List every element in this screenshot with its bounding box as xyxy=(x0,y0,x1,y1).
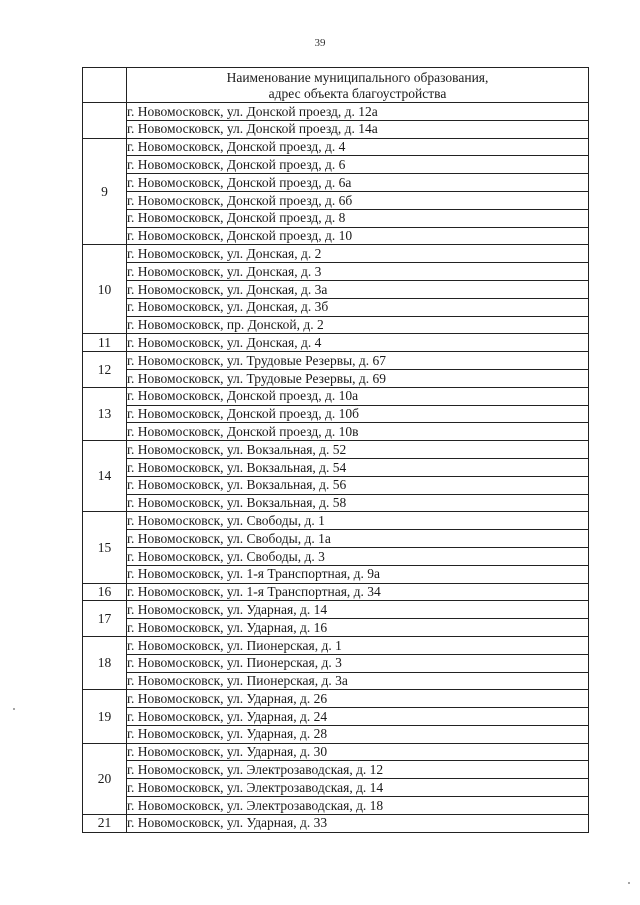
address-cell: г. Новомосковск, ул. Свободы, д. 1 xyxy=(127,512,589,530)
table-row xyxy=(83,565,589,583)
table-row xyxy=(83,103,589,121)
address-cell: г. Новомосковск, Донской проезд, д. 10в xyxy=(127,423,589,441)
table-row xyxy=(83,583,589,601)
group-number-cell: 17 xyxy=(83,601,127,637)
table-row xyxy=(83,209,589,227)
group-number-cell: 20 xyxy=(83,743,127,814)
scan-speck xyxy=(13,708,15,710)
address-cell: г. Новомосковск, ул. Пионерская, д. 3а xyxy=(127,672,589,690)
group-number-cell: 9 xyxy=(83,138,127,245)
table-row xyxy=(83,280,589,298)
table-row xyxy=(83,779,589,797)
address-cell: г. Новомосковск, ул. Ударная, д. 33 xyxy=(127,814,589,832)
address-cell: г. Новомосковск, ул. 1-я Транспортная, д. 9а xyxy=(127,565,589,583)
address-cell: г. Новомосковск, ул. Ударная, д. 24 xyxy=(127,708,589,726)
address-cell: г. Новомосковск, Донской проезд, д. 6 xyxy=(127,156,589,174)
address-cell: г. Новомосковск, Донской проезд, д. 6а xyxy=(127,174,589,192)
header-number-cell xyxy=(83,68,127,103)
table-row xyxy=(83,316,589,334)
table-row xyxy=(83,619,589,637)
header-row xyxy=(83,68,589,103)
address-cell: г. Новомосковск, ул. Ударная, д. 26 xyxy=(127,690,589,708)
address-cell: г. Новомосковск, ул. Донская, д. 3б xyxy=(127,298,589,316)
address-cell: г. Новомосковск, ул. Донской проезд, д. 14а xyxy=(127,120,589,138)
address-cell: г. Новомосковск, ул. Ударная, д. 14 xyxy=(127,601,589,619)
address-cell: г. Новомосковск, ул. Вокзальная, д. 52 xyxy=(127,441,589,459)
table-row xyxy=(83,120,589,138)
table-row xyxy=(83,156,589,174)
group-number-cell: 10 xyxy=(83,245,127,334)
page-number: 39 xyxy=(314,37,326,49)
table-row xyxy=(83,352,589,370)
table-row xyxy=(83,761,589,779)
table-row xyxy=(83,547,589,565)
address-cell: г. Новомосковск, ул. Донская, д. 4 xyxy=(127,334,589,352)
address-cell: г. Новомосковск, ул. Электрозаводская, д. 18 xyxy=(127,797,589,815)
table-row xyxy=(83,601,589,619)
group-number-cell: 18 xyxy=(83,636,127,689)
table-row xyxy=(83,743,589,761)
table-row xyxy=(83,476,589,494)
table-row xyxy=(83,814,589,832)
table-row xyxy=(83,263,589,281)
address-cell: г. Новомосковск, Донской проезд, д. 10 xyxy=(127,227,589,245)
table-row xyxy=(83,334,589,352)
address-cell: г. Новомосковск, ул. Трудовые Резервы, д. 67 xyxy=(127,352,589,370)
address-cell: г. Новомосковск, ул. Донская, д. 3 xyxy=(127,263,589,281)
address-table xyxy=(82,67,589,833)
address-cell: г. Новомосковск, ул. Донская, д. 2 xyxy=(127,245,589,263)
group-number-cell: 15 xyxy=(83,512,127,583)
address-cell: г. Новомосковск, ул. Донской проезд, д. 12а xyxy=(127,103,589,121)
address-cell: г. Новомосковск, ул. Ударная, д. 16 xyxy=(127,619,589,637)
table-row xyxy=(83,369,589,387)
table-row xyxy=(83,725,589,743)
group-number-cell: 12 xyxy=(83,352,127,388)
group-number-cell: 16 xyxy=(83,583,127,601)
table-row xyxy=(83,690,589,708)
group-number-cell: 21 xyxy=(83,814,127,832)
header-title-cell xyxy=(127,68,589,103)
table-body xyxy=(83,103,589,833)
table-row xyxy=(83,494,589,512)
table-row xyxy=(83,405,589,423)
scan-speck xyxy=(628,882,630,884)
table-row xyxy=(83,708,589,726)
address-cell: г. Новомосковск, Донской проезд, д. 8 xyxy=(127,209,589,227)
table-row xyxy=(83,797,589,815)
address-cell: г. Новомосковск, ул. Ударная, д. 30 xyxy=(127,743,589,761)
table-row xyxy=(83,636,589,654)
table-row xyxy=(83,138,589,156)
address-cell: г. Новомосковск, ул. Свободы, д. 3 xyxy=(127,547,589,565)
table-header xyxy=(83,68,589,103)
address-cell: г. Новомосковск, ул. Пионерская, д. 1 xyxy=(127,636,589,654)
address-cell: г. Новомосковск, ул. Донская, д. 3а xyxy=(127,280,589,298)
table-row xyxy=(83,387,589,405)
address-cell: г. Новомосковск, ул. Электрозаводская, д. 12 xyxy=(127,761,589,779)
table-row xyxy=(83,441,589,459)
table-row xyxy=(83,298,589,316)
group-number-cell: 19 xyxy=(83,690,127,743)
address-cell: г. Новомосковск, пр. Донской, д. 2 xyxy=(127,316,589,334)
address-cell: г. Новомосковск, Донской проезд, д. 10б xyxy=(127,405,589,423)
table-row xyxy=(83,191,589,209)
table-row xyxy=(83,672,589,690)
address-cell: г. Новомосковск, Донской проезд, д. 10а xyxy=(127,387,589,405)
header-title-line-1: Наименование муниципального образования, xyxy=(226,69,489,85)
address-cell: г. Новомосковск, ул. Вокзальная, д. 58 xyxy=(127,494,589,512)
address-cell: г. Новомосковск, ул. 1-я Транспортная, д. 34 xyxy=(127,583,589,601)
table-row xyxy=(83,245,589,263)
address-cell: г. Новомосковск, ул. Пионерская, д. 3 xyxy=(127,654,589,672)
address-cell: г. Новомосковск, Донской проезд, д. 4 xyxy=(127,138,589,156)
address-cell: г. Новомосковск, ул. Вокзальная, д. 54 xyxy=(127,458,589,476)
address-cell: г. Новомосковск, Донской проезд, д. 6б xyxy=(127,191,589,209)
table-row xyxy=(83,174,589,192)
table-row xyxy=(83,654,589,672)
address-cell: г. Новомосковск, ул. Ударная, д. 28 xyxy=(127,725,589,743)
group-number-cell: 14 xyxy=(83,441,127,512)
table-row xyxy=(83,530,589,548)
table-row xyxy=(83,423,589,441)
address-cell: г. Новомосковск, ул. Вокзальная, д. 56 xyxy=(127,476,589,494)
table-row xyxy=(83,512,589,530)
address-cell: г. Новомосковск, ул. Свободы, д. 1а xyxy=(127,530,589,548)
header-title-line-2: адрес объекта благоустройства xyxy=(268,85,447,101)
group-number-cell xyxy=(83,103,127,139)
table-row xyxy=(83,227,589,245)
address-cell: г. Новомосковск, ул. Трудовые Резервы, д. 69 xyxy=(127,369,589,387)
group-number-cell: 11 xyxy=(83,334,127,352)
group-number-cell: 13 xyxy=(83,387,127,440)
table-row xyxy=(83,458,589,476)
address-cell: г. Новомосковск, ул. Электрозаводская, д. 14 xyxy=(127,779,589,797)
